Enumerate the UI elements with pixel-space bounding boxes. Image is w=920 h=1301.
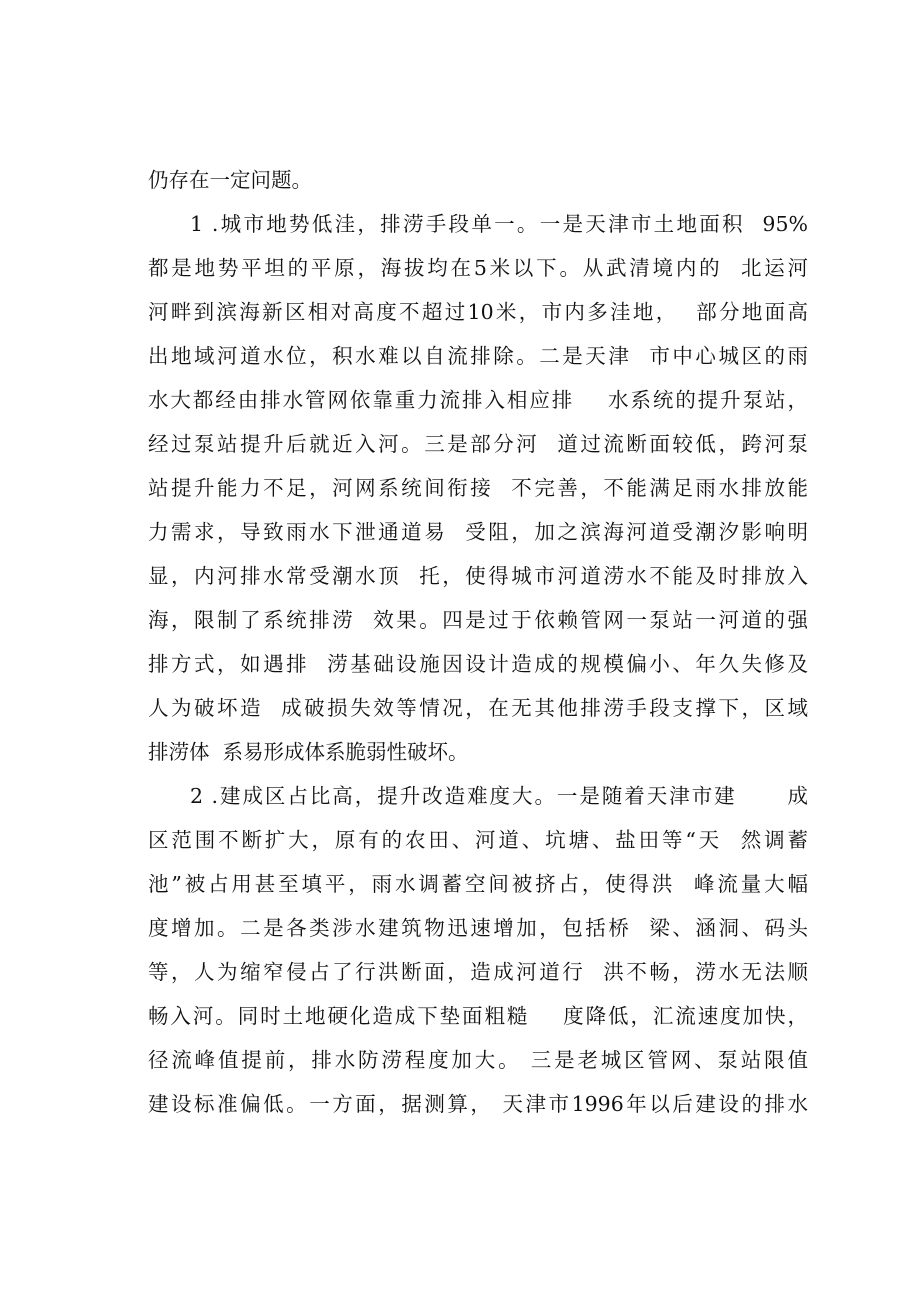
text-line: 人为破坏造 成破损失效等情况，在无其他排涝手段支撑下，区域 <box>148 696 808 720</box>
text-line: 河畔到滨海新区相对高度不超过10米，市内多洼地， 部分地面高 <box>148 300 808 324</box>
text-line: 等，人为缩窄侵占了行洪断面，造成河道行 洪不畅，涝水无法顺 <box>148 960 808 984</box>
text-line: 2 .建成区占比高，提升改造难度大。一是随着天津市建 成 <box>190 784 808 808</box>
text-line: 排方式，如遇排 涝基础设施因设计造成的规模偏小、年久失修及 <box>148 652 808 676</box>
text-line: 力需求，导致雨水下泄通道易 受阻，加之滨海河道受潮汐影响明 <box>148 520 808 544</box>
text-line: 畅入河。同时土地硬化造成下垫面粗糙 度降低，汇流速度加快， <box>148 1004 808 1028</box>
text-line: 出地域河道水位，积水难以自流排除。二是天津 市中心城区的雨 <box>148 344 808 368</box>
text-line: 度增加。二是各类涉水建筑物迅速增加，包括桥 梁、涵洞、码头 <box>148 916 808 940</box>
text-line: 显，内河排水常受潮水顶 托，使得城市河道涝水不能及时排放入 <box>148 564 808 588</box>
text-line: 站提升能力不足，河网系统间衔接 不完善，不能满足雨水排放能 <box>148 476 808 500</box>
text-line: 排涝体 系易形成体系脆弱性破坏。 <box>148 740 469 764</box>
text-line: 水大都经由排水管网依靠重力流排入相应排 水系统的提升泵站， <box>148 388 808 412</box>
text-line: 海，限制了系统排涝 效果。四是过于依赖管网一泵站一河道的强 <box>148 608 808 632</box>
text-line: 池”被占用甚至填平，雨水调蓄空间被挤占，使得洪 峰流量大幅 <box>148 872 808 896</box>
text-line: 建设标准偏低。一方面，据测算， 天津市1996年以后建设的排水 <box>148 1092 808 1116</box>
text-line: 经过泵站提升后就近入河。三是部分河 道过流断面较低，跨河泵 <box>148 432 808 456</box>
text-line: 都是地势平坦的平原，海拔均在5米以下。从武清境内的 北运河 <box>148 256 808 280</box>
text-line: 1 .城市地势低洼，排涝手段单一。一是天津市土地面积 95% <box>190 212 808 236</box>
text-line: 区范围不断扩大，原有的农田、河道、坑塘、盐田等“天 然调蓄 <box>148 828 808 852</box>
text-line: 径流峰值提前，排水防涝程度加大。 三是老城区管网、泵站限值 <box>148 1048 808 1072</box>
text-line: 仍存在一定问题。 <box>148 168 312 192</box>
